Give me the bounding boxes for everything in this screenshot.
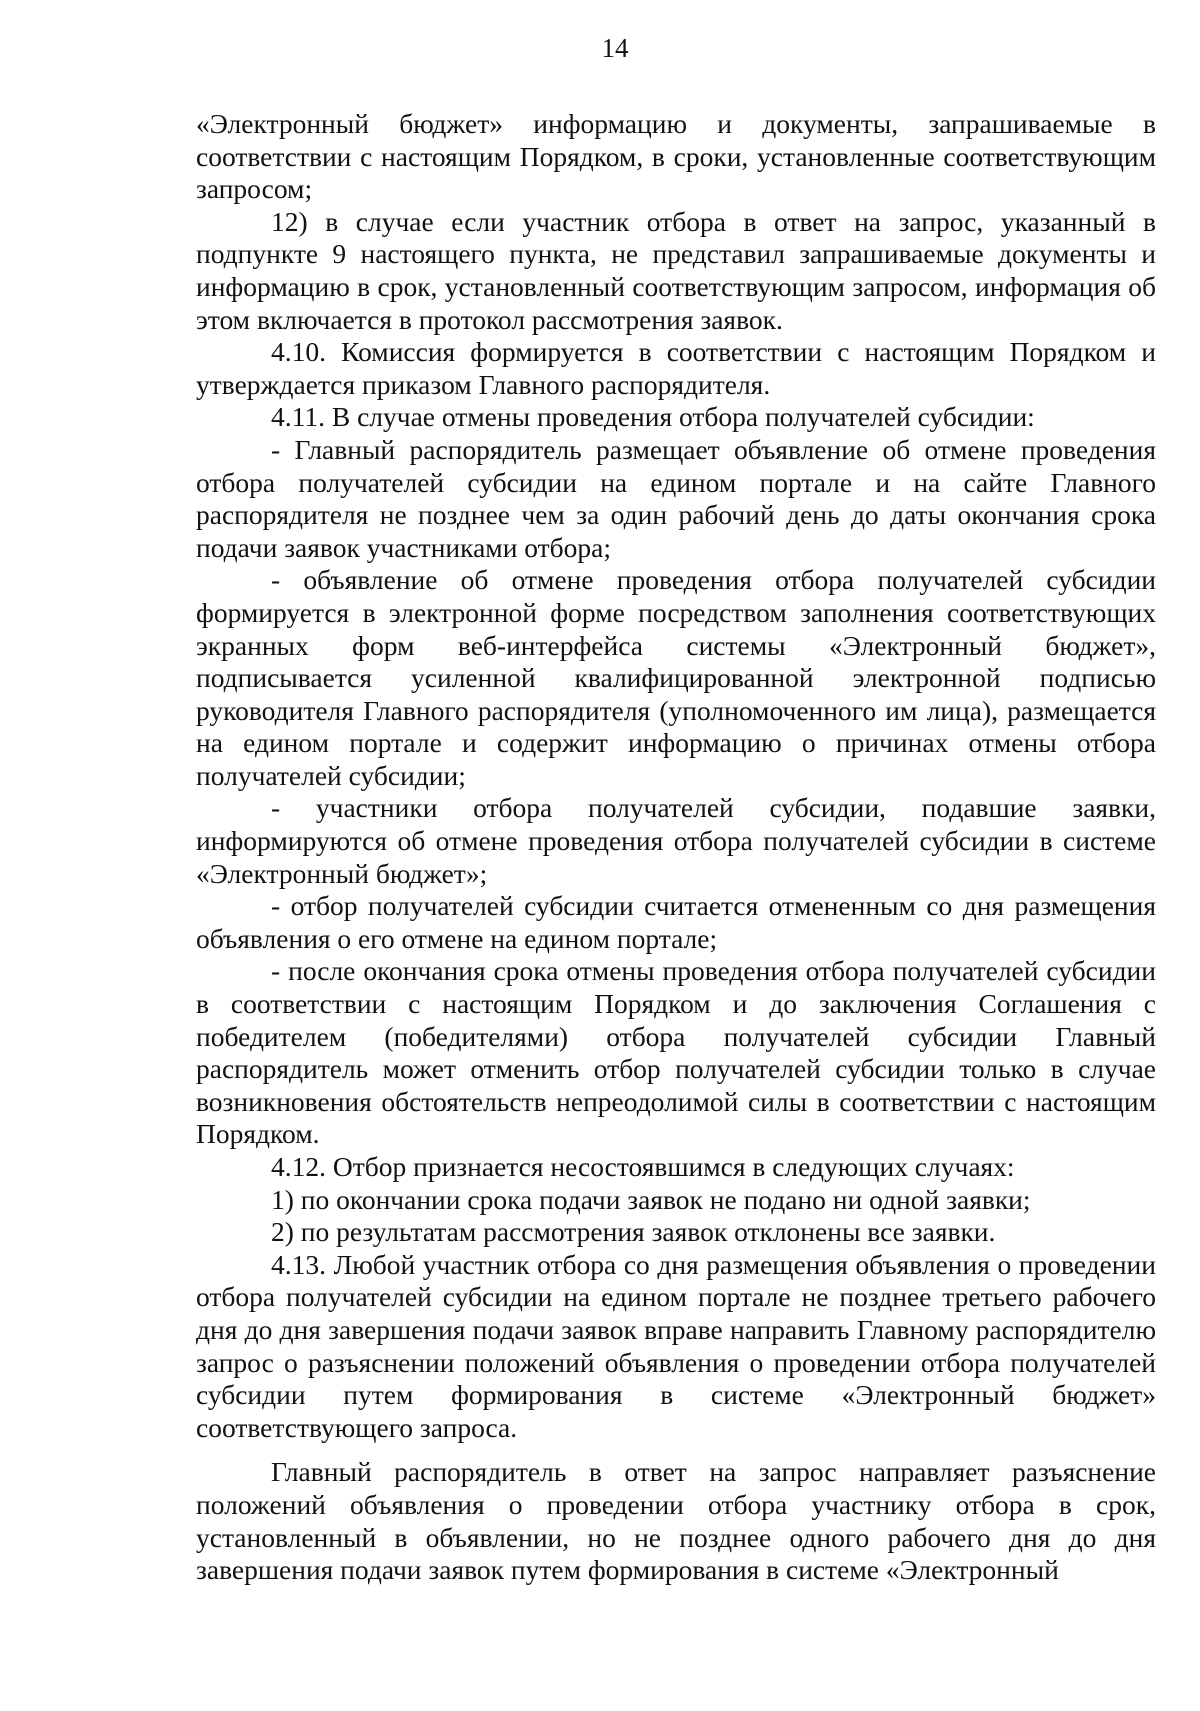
paragraph-4-13: 4.13. Любой участник отбора со дня размещения объявления о проведении отбора получателей субсидии на едином портале не позднее третьего рабочего дня до дня завершения подачи заявок вправе направить Главному распорядителю запрос о разъяснении положений объявления о проведении отбора получателей субсидии путем формирования в системе «Электронный бюджет» соответствующего запроса.	[196, 1248, 1156, 1443]
list-item-no-applications: 1) по окончании срока подачи заявок не подано ни одной заявки;	[271, 1183, 1031, 1215]
list-item-cancel-announcement: - Главный распорядитель размещает объявление об отмене проведения отбора получателей субсидии на едином портале и на сайте Главного распорядителя не позднее чем за один рабочий день до даты окончания срока подачи заявок участниками отбора;	[196, 433, 1156, 563]
paragraph-4-11: 4.11. В случае отмены проведения отбора получателей субсидии:	[271, 401, 1035, 433]
paragraph-4-12: 4.12. Отбор признается несостоявшимся в следующих случаях:	[271, 1151, 1015, 1182]
paragraph-4-10: 4.10. Комиссия формируется в соответствии с настоящим Порядком и утверждается приказом Главного распорядителя.	[196, 336, 1156, 400]
list-item-force-majeure: - после окончания срока отмены проведения отбора получателей субсидии в соответствии с настоящим Порядком и до заключения Соглашения с победителем (победителями) отбора получателей субсидии Главный распорядитель может отменить отбор получателей субсидии только в случае возникновения обстоятельств непреодолимой силы в соответствии с настоящим Порядком.	[196, 955, 1156, 1150]
page-number: 14	[601, 33, 629, 63]
list-item-selection-cancelled: - отбор получателей субсидии считается отмененным со дня размещения объявления о его отмене на едином портале;	[196, 890, 1156, 954]
paragraph-clarification-response: Главный распорядитель в ответ на запрос направляет разъяснение положений объявления о проведении отбора участнику отбора в срок, установленный в объявлении, но не позднее одного рабочего дня до дня завершения подачи заявок путем формирования в системе «Электронный	[196, 1456, 1156, 1586]
list-item-participants-informed: - участники отбора получателей субсидии, подавшие заявки, информируются об отмене проведения отбора получателей субсидии в системе «Электронный бюджет»;	[196, 792, 1156, 889]
paragraph-item-12: 12) в случае если участник отбора в ответ на запрос, указанный в подпункте 9 настоящего пункта, не представил запрашиваемые документы и информацию в срок, установленный соответствующим запросом, информация об этом включается в протокол рассмотрения заявок.	[196, 205, 1156, 335]
document-body	[196, 108, 1156, 1587]
paragraph-continuation: «Электронный бюджет» информацию и документы, запрашиваемые в соответствии с настоящим Порядком, в сроки, установленные соответствующим запросом;	[196, 108, 1156, 205]
list-item-cancel-form: - объявление об отмене проведения отбора получателей субсидии формируется в электронной форме посредством заполнения соответствующих экранных форм веб-интерфейса системы «Электронный бюджет», подписывается усиленной квалифицированной электронной подписью руководителя Главного распорядителя (уполномоченного им лица), размещается на едином портале и содержит информацию о причинах отмены отбора получателей субсидии;	[196, 564, 1156, 791]
list-item-all-rejected: 2) по результатам рассмотрения заявок отклонены все заявки.	[271, 1216, 996, 1248]
